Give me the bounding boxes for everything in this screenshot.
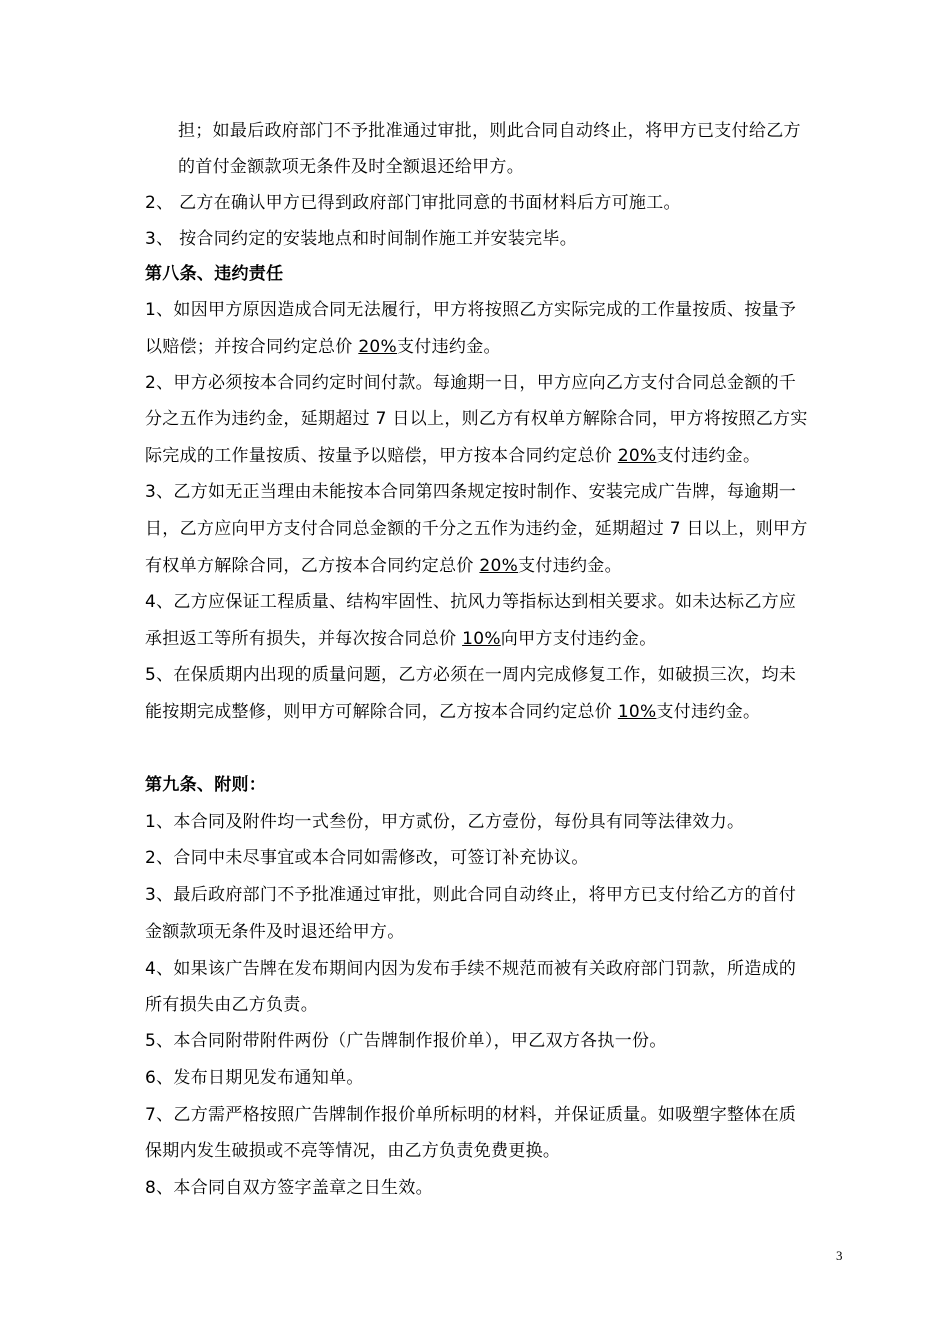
line-segment: 向甲方支付违约金。 [500, 629, 657, 649]
article8-p2-line3 [145, 445, 760, 467]
article8-heading: 第八条、违约责任 [145, 264, 284, 284]
clause7-item3: 3、 按合同约定的安装地点和时间制作施工并安装完毕。 [145, 229, 578, 249]
line-segment: 能按期完成整修，则甲方可解除合同，乙方按本合同约定总价 [145, 702, 618, 722]
line-segment: 支付违约金。 [397, 337, 501, 357]
article9-item7-line2: 保期内发生破损或不亮等情况，由乙方负责免费更换。 [145, 1141, 561, 1161]
article9-item2: 2、合同中未尽事宜或本合同如需修改，可签订补充协议。 [145, 848, 589, 868]
penalty-percent: 20% [617, 446, 657, 466]
article9-heading: 第九条、附则： [145, 775, 267, 795]
article8-p1-line1: 1、如因甲方原因造成合同无法履行，甲方将按照乙方实际完成的工作量按质、按量予 [145, 300, 797, 320]
line-segment: 支付违约金。 [656, 446, 761, 466]
article8-p5-line2 [145, 701, 760, 723]
article8-p4-line2 [145, 628, 657, 650]
article8-p5-line1: 5、在保质期内出现的质量问题，乙方必须在一周内完成修复工作，如破损三次，均未 [145, 665, 797, 685]
line-segment: 际完成的工作量按质、按量予以赔偿，甲方按本合同约定总价 [145, 446, 618, 466]
article8-p4-line1: 4、乙方应保证工程质量、结构牢固性、抗风力等指标达到相关要求。如未达标乙方应 [145, 592, 797, 612]
penalty-percent: 10% [617, 702, 657, 722]
article8-p3-line2: 日，乙方应向甲方支付合同总金额的千分之五作为违约金，延期超过 7 日以上，则甲方 [145, 519, 808, 539]
article8-p3-line3 [145, 555, 622, 577]
penalty-percent: 20% [479, 556, 519, 576]
line-segment: 承担返工等所有损失，并每次按合同总价 [145, 629, 463, 649]
line-segment: 支付违约金。 [656, 702, 761, 722]
line-segment: 有权单方解除合同，乙方按本合同约定总价 [145, 556, 480, 576]
clause7-item2: 2、 乙方在确认甲方已得到政府部门审批同意的书面材料后方可施工。 [145, 193, 681, 213]
penalty-percent: 20% [358, 337, 397, 357]
article9-item4-line2: 所有损失由乙方负责。 [145, 995, 318, 1015]
line-segment: 支付违约金。 [518, 556, 622, 576]
line-segment: 以赔偿；并按合同约定总价 [145, 337, 359, 357]
article9-item3-line1: 3、最后政府部门不予批准通过审批，则此合同自动终止，将甲方已支付给乙方的首付 [145, 885, 797, 905]
article8-p2-line1: 2、甲方必须按本合同约定时间付款。每逾期一日，甲方应向乙方支付合同总金额的千 [145, 373, 797, 393]
article9-item5: 5、本合同附带附件两份（广告牌制作报价单），甲乙双方各执一份。 [145, 1031, 667, 1051]
article9-item6: 6、发布日期见发布通知单。 [145, 1068, 364, 1088]
article8-p1-line2 [145, 336, 501, 358]
article9-item4-line1: 4、如果该广告牌在发布期间内因为发布手续不规范而被有关政府部门罚款，所造成的 [145, 959, 797, 979]
article9-item3-line2: 金额款项无条件及时退还给甲方。 [145, 922, 405, 942]
article9-item7-line1: 7、乙方需严格按照广告牌制作报价单所标明的材料，并保证质量。如吸塑字整体在质 [145, 1105, 797, 1125]
page-number: 3 [836, 1248, 843, 1263]
article9-item1: 1、本合同及附件均一式叁份，甲方贰份，乙方壹份，每份具有同等法律效力。 [145, 812, 745, 832]
clause7-line1: 担；如最后政府部门不予批准通过审批，则此合同自动终止，将甲方已支付给乙方 [178, 121, 801, 141]
article8-p3-line1: 3、乙方如无正当理由未能按本合同第四条规定按时制作、安装完成广告牌，每逾期一 [145, 482, 797, 502]
article8-p2-line2: 分之五作为违约金，延期超过 7 日以上，则乙方有权单方解除合同，甲方将按照乙方实 [145, 409, 808, 429]
clause7-line2: 的首付金额款项无条件及时全额退还给甲方。 [178, 157, 524, 177]
penalty-percent: 10% [462, 629, 501, 649]
article9-item8: 8、本合同自双方签字盖章之日生效。 [145, 1178, 433, 1198]
